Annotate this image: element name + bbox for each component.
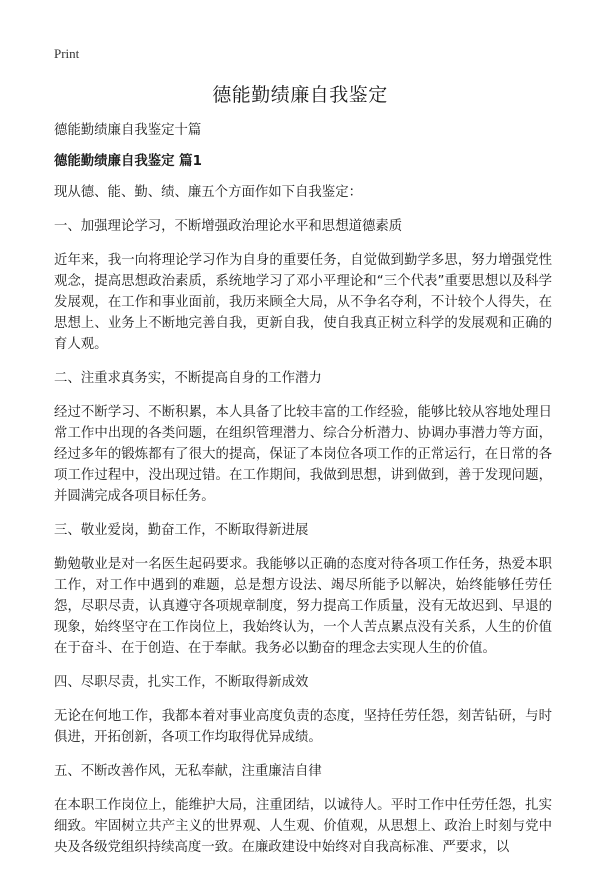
document-body: [54, 120, 552, 871]
document-title: 德能勤绩廉自我鉴定: [212, 84, 388, 106]
paragraph-4: 无论在何地工作，我都本着对事业高度负责的态度，坚持任劳任怨，刻苦钻研，与时俱进，开拓创新，各项工作均取得优异成绩。: [54, 709, 552, 745]
intro-paragraph: 现从德、能、勤、绩、廉五个方面作如下自我鉴定：: [54, 185, 362, 200]
heading-5: 五、不断改善作风，无私奉献，注重廉洁自律: [54, 764, 322, 779]
heading-3: 三、敬业爱岗，勤奋工作，不断取得新进展: [54, 523, 309, 538]
heading-2: 二、注重求真务实，不断提高自身的工作潜力: [54, 371, 322, 386]
print-link[interactable]: Print: [54, 46, 80, 61]
paragraph-5: 在本职工作岗位上，能维护大局，注重团结，以诚待人。平时工作中任劳任怨，扎实细致。牢固树立共产主义的世界观、人生观、价值观，从思想上、政治上时刻与党中央及各级党组织持续高度一致。在廉政建设中始终对自我高标准、严要求，以: [54, 798, 552, 855]
paragraph-1: 近年来，我一向将理论学习作为自身的重要任务，自觉做到勤学多思，努力增强党性观念，提高思想政治素质，系统地学习了邓小平理论和“三个代表”重要思想以及科学发展观，在工作和事业面前，我历来顾全大局，从不争名夺利，不计较个人得失，在思想上、业务上不断地完善自我，更新自我，使自我真正树立科学的发展观和正确的育人观。: [54, 253, 552, 352]
paragraph-3: 勤勉敬业是对一名医生起码要求。我能够以正确的态度对待各项工作任务，热爱本职工作，对工作中遇到的难题，总是想方设法、竭尽所能予以解决，始终能够任劳任怨，尽职尽责，认真遵守各项规章制度，努力提高工作质量，没有无故迟到、早退的现象，始终坚守在工作岗位上，我始终认为，一个人苦点累点没有关系，人生的价值在于奋斗、在于创造、在于奉献。我务必以勤奋的理念去实现人生的价值。: [54, 557, 552, 656]
section-title: 德能勤绩廉自我鉴定 篇1: [54, 154, 202, 169]
heading-4: 四、尽职尽责，扎实工作，不断取得新成效: [54, 675, 309, 690]
document-subtitle: 德能勤绩廉自我鉴定十篇: [54, 123, 202, 138]
paragraph-2: 经过不断学习、不断积累，本人具备了比较丰富的工作经验，能够比较从容地处理日常工作中出现的各类问题，在组织管理潜力、综合分析潜力、协调办事潜力等方面，经过多年的锻炼都有了很大的提高，保证了本岗位各项工作的正常运行，在日常的各项工作过程中，没出现过错。在工作期间，我做到思想，讲到做到，善于发现问题，并圆满完成各项目标任务。: [54, 405, 552, 504]
heading-1: 一、加强理论学习，不断增强政治理论水平和思想道德素质: [54, 219, 403, 234]
